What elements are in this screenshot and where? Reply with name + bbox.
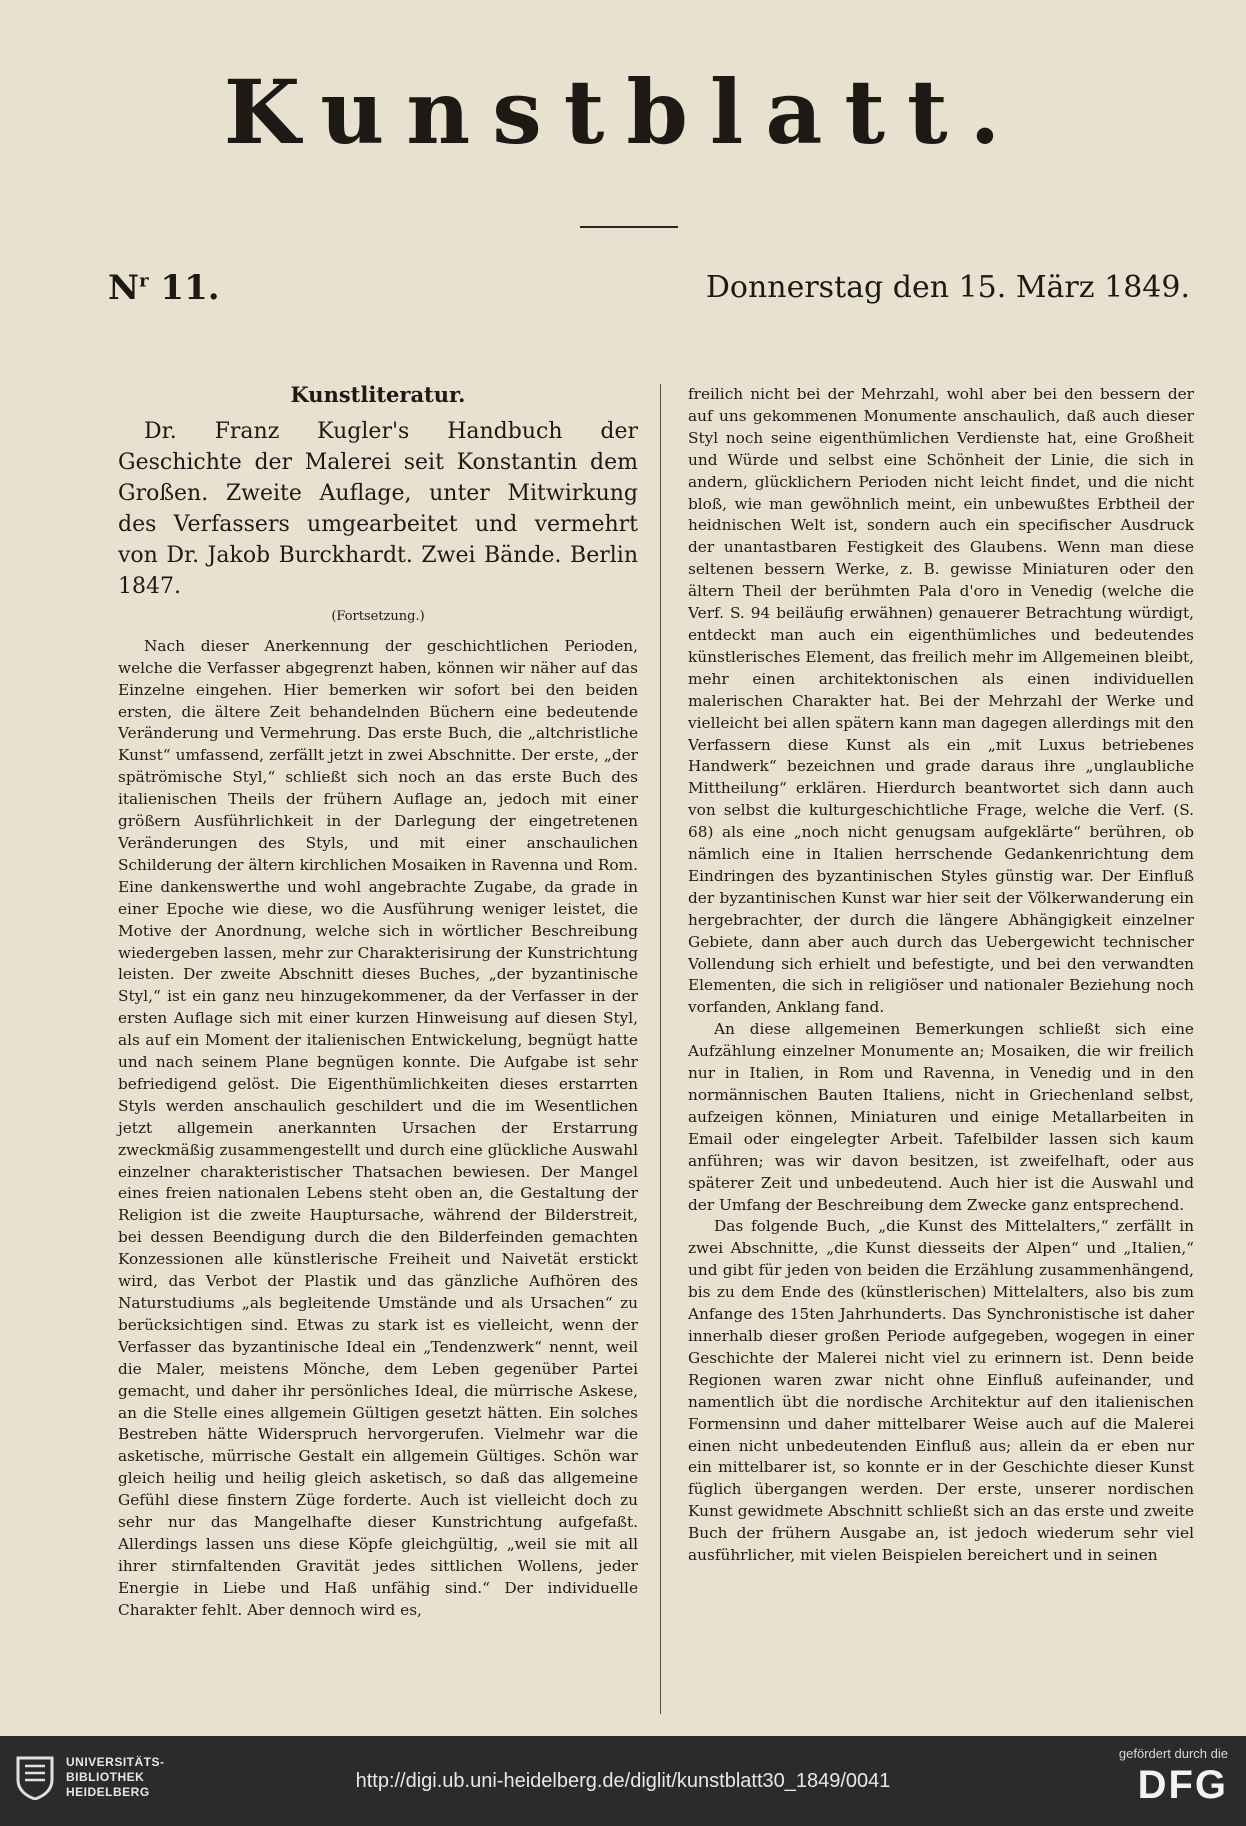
dfg-logo-text: DFG	[1137, 1763, 1228, 1807]
institution-line-1: UNIVERSITÄTS-	[66, 1754, 165, 1769]
masthead-title: Kunstblatt.	[223, 60, 1023, 164]
masthead-rule	[580, 226, 678, 228]
source-url-link[interactable]: http://digi.ub.uni-heidelberg.de/diglit/kunstblatt30_1849/0041	[355, 1770, 891, 1792]
right-paragraph-1: freilich nicht bei der Mehrzahl, wohl aber bei den bessern der auf uns gekommenen Monumente anschaulich, daß auch dieser Styl noch seine eigenthümlichen Verdienste hat, eine Großheit und Würde und selbst eine Schönheit der Linie, die sich in andern, glücklichern Perioden nicht leicht findet, und die nicht bloß, wie man gewöhnlich meint, ein unbewußtes Erbtheil der heidnischen Welt ist, sondern auch ein specifischer Ausdruck der unantastbaren Festigkeit des Glaubens. Wenn man diese seltenen bessern Werke, z. B. gewisse Miniaturen oder den ältern Theil der berühmten Pala d'oro in Venedig (welche die Verf. S. 94 beiläufig erwähnen) genauerer Betrachtung würdigt, entdeckt man auch ein eigenthümliches und bedeutendes künstlerisches Element, das freilich mehr im Allgemeinen bleibt, mehr einen architektonischen als einen individuellen malerischen Charakter hat. Bei der Mehrzahl der Werke und vielleicht bei allen spätern kann man dagegen allerdings mit den Verfassern diese Kunst als ein „mit Luxus betriebenes Handwerk“ bezeichnen und grade daraus ihre „unglaubliche Mittheilung“ erklären. Hierdurch beantwortet sich dann auch von selbst die kulturgeschichtliche Frage, welche die Verf. (S. 68) als eine „noch nicht genugsam aufgeklärte“ berühren, ob nämlich eine in Italien herrschende Gedankenrichtung dem Eindringen des byzantinischen Styles günstig war. Der Einfluß der byzantinischen Kunst war hier seit der Völkerwanderung ein hergebrachter, der durch die längere Abhängigkeit einzelner Gebiete, dann aber auch durch das Uebergewicht technischer Vollendung sich erhielt und befestigte, und bei den verwandten Elementen, die sich in religiöser und nationaler Beziehung noch vorfanden, Anklang fand.	[688, 385, 1194, 1017]
issue-number	[108, 268, 220, 308]
column-divider	[660, 384, 661, 1714]
continuation-note: (Fortsetzung.)	[331, 608, 425, 624]
right-paragraph-2: An diese allgemeinen Bemerkungen schließt sich eine Aufzählung einzelner Monumente an; Mosaiken, die wir freilich nur in Italien, in Rom und Ravenna, in Venedig und in den normännischen Bauten Italiens, nicht in Griechenland selbst, aufzeigen können, Miniaturen und einige Metallarbeiten in Email oder eingelegter Arbeit. Tafelbilder lassen sich kaum anführen; was wir davon besitzen, ist zweifelhaft, oder aus späterer Zeit und unbedeutend. Auch hier ist die Auswahl und der Umfang der Beschreibung dem Zwecke ganz entsprechend.	[688, 1020, 1194, 1214]
institution-line-2: BIBLIOTHEK	[66, 1769, 145, 1784]
footer-bar	[0, 1736, 1246, 1826]
funder-logo[interactable]	[1119, 1746, 1228, 1808]
issue-date: Donnerstag den 15. März 1849.	[705, 270, 1190, 305]
right-column	[688, 384, 1194, 1567]
issue-number-value: 11.	[160, 268, 220, 308]
right-paragraph-3: Das folgende Buch, „die Kunst des Mittelalters,“ zerfällt in zwei Abschnitte, „die Kunst diesseits der Alpen“ und „Italien,“ und gibt für jeden von beiden die Erzählung zusammenhängend, bis zu dem Ende des (künstlerischen) Mittelalters, also bis zum Anfange des 15ten Jahrhunderts. Das Synchronistische ist daher innerhalb dieser großen Periode aufgegeben, wogegen in einer Geschichte der Malerei nicht viel zu erinnern ist. Denn beide Regionen waren zwar nicht ohne Einfluß aufeinander, und namentlich übt die nordische Architektur auf den italienischen Formensinn und daher mittelbarer Weise auch auf die Malerei einen nicht unbedeutenden Einfluß aus; allein da er eben nur ein mittelbarer ist, so konnte er in der Geschichte dieser Kunst füglich übergangen werden. Der erste, unserer nordischen Kunst gewidmete Abschnitt schließt sich an das erste und zweite Buch der frühern Ausgabe an, ist jedoch wiederum sehr viel ausführlicher, mit vielen Beispielen bereichert und in seinen	[688, 1217, 1194, 1565]
funder-label: gefördert durch die	[1118, 1746, 1228, 1761]
issue-number-prefix: N	[108, 268, 140, 308]
review-heading: Dr. Franz Kugler's Handbuch der Geschichte der Malerei seit Konstantin dem Großen. Zweite Auflage, unter Mitwirkung des Verfassers umgearbeitet und vermehrt von Dr. Jakob Burckhardt. Zwei Bände. Berlin 1847.	[118, 418, 638, 599]
left-column	[118, 384, 638, 1622]
left-paragraph: Nach dieser Anerkennung der geschichtlichen Perioden, welche die Verfasser abgegrenzt haben, können wir näher auf das Einzelne eingehen. Hier bemerken wir sofort bei den beiden ersten, die ältere Zeit behandelnden Büchern eine bedeutende Veränderung und Vermehrung. Das erste Buch, die „altchristliche Kunst“ umfassend, zerfällt jetzt in zwei Abschnitte. Der erste, „der spätrömische Styl,“ schließt sich noch an das erste Buch des italienischen Theils der frühern Auflage an, jedoch mit einer größern Ausführlichkeit in der Darlegung der eingetretenen Veränderungen des Styls, und mit einer anschaulichen Schilderung der ältern kirchlichen Mosaiken in Ravenna und Rom. Eine dankenswerthe und wohl angebrachte Zugabe, da grade in einer Epoche wie diese, wo die Ausführung weniger leistet, die Motive der Anordnung, welche sich in wörtlicher Beschreibung wiedergeben lassen, mehr zur Charakterisirung der Kunstrichtung leisten. Der zweite Abschnitt dieses Buches, „der byzantinische Styl,“ ist ein ganz neu hinzugekommener, da der Verfasser in der ersten Auflage sich mit einer kurzen Hinweisung auf diesen Styl, als auf ein Moment der italienischen Entwickelung, begnügt hatte und nach seinem Plane begnügen konnte. Die Aufgabe ist sehr befriedigend gelöst. Die Eigenthümlichkeiten dieses erstarrten Styls werden anschaulich geschildert und die im Wesentlichen jetzt allgemein anerkannten Ursachen der Erstarrung zweckmäßig zusammengestellt und durch eine glückliche Auswahl einzelner charakteristischer Thatsachen bewiesen. Der Mangel eines freien nationalen Lebens steht oben an, die Gestaltung der Religion ist die zweite Hauptursache, während der Bilderstreit, bei dessen Beendigung durch die den Bilderfeinden gemachten Konzessionen alle künstlerische Freiheit und Naivetät erstickt wird, das Verbot der Plastik und das gänzliche Aufhören des Naturstudiums „als begleitende Umstände und als Ursachen“ zu berücksichtigen sind. Etwas zu stark ist es vielleicht, wenn der Verfasser das byzantinische Ideal ein „Tendenzwerk“ nennt, weil die Maler, meistens Mönche, dem Leben gegenüber Partei gemacht, und daher ihr persönliches Ideal, die mürrische Askese, an die Stelle eines allgemein Gültigen gesetzt hätten. Ein solches Bestreben hätte Widerspruch hervorgerufen. Vielmehr war die asketische, mürrische Gestalt ein allgemein Gültiges. Schön war gleich heilig und heilig gleich asketisch, so daß das allgemeine Gefühl diese finstern Züge forderte. Auch ist vielleicht doch zu sehr nur das Mangelhafte dieser Kunstrichtung aufgefaßt. Allerdings lassen uns diese Köpfe gleichgültig, „weil sie mit all ihrer stirnfaltenden Gravität jedes sittlichen Wollens, jeder Energie in Liebe und Haß unfähig sind.“ Der individuelle Charakter fehlt. Aber dennoch wird es,	[118, 636, 638, 1619]
issue-number-sup: r	[139, 270, 149, 292]
section-title: Kunstliteratur.	[290, 382, 466, 407]
institution-line-3: HEIDELBERG	[66, 1784, 150, 1799]
